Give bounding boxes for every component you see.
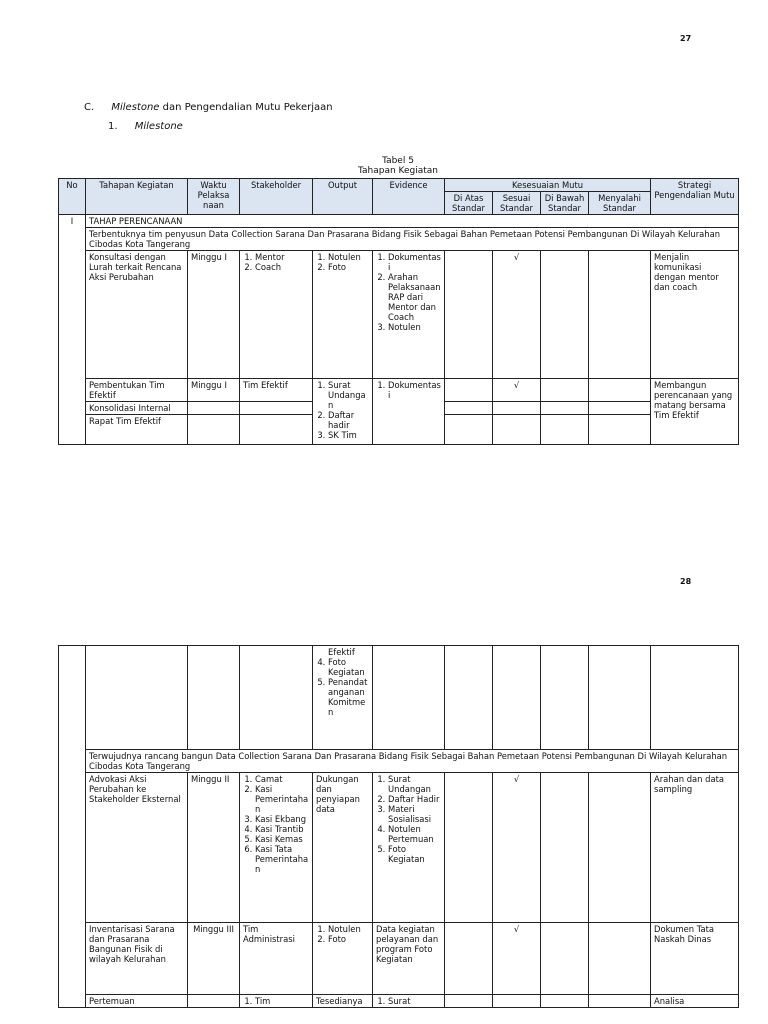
cell-evidence: Data kegiatan pelayanan dan program Foto Kegiatan — [373, 923, 445, 995]
cell-tahapan: Pertemuan — [86, 995, 188, 1008]
cell-tahapan: Konsultasi dengan Lurah terkait Rencana Aksi Perubahan — [86, 251, 188, 379]
table-number: Tabel 5 — [382, 156, 414, 166]
section-letter: C. — [84, 102, 95, 113]
cell-strategi: Membangun perencanaan yang matang bersama Tim Efektif — [651, 379, 739, 445]
cell-sesuai-check: √ — [493, 773, 541, 923]
cell-di-atas — [445, 251, 493, 379]
header-sesuai: Sesuai Standar — [493, 192, 541, 215]
page-number: 28 — [680, 577, 692, 586]
table-title: Tahapan Kegiatan — [357, 166, 438, 176]
table-row — [59, 923, 739, 995]
milestone-table-continued — [58, 645, 739, 1008]
cell-stakeholder: Tim Efektif — [240, 379, 313, 402]
cell-di-bawah — [541, 251, 589, 379]
section-heading — [84, 102, 333, 113]
cell-stakeholder: 1. Camat 2. Kasi Pemerintahan 3. Kasi Ekbang 4. Kasi Trantib 5. Kasi Kemas 6. Kasi Tata Pemerintahan — [240, 773, 313, 923]
header-waktu: Waktu Pelaksa naan — [188, 179, 240, 215]
subsection-heading — [108, 121, 183, 132]
milestone-table — [58, 178, 739, 445]
header-kesesuaian: Kesesuaian Mutu — [445, 179, 651, 192]
header-no: No — [59, 179, 86, 215]
cell-tahapan: Inventarisasi Sarana dan Prasarana Bangunan Fisik di wilayah Kelurahan — [86, 923, 188, 995]
cell-no — [59, 646, 86, 1008]
goal-text: Terwujudnya rancang bangun Data Collection Sarana Dan Prasarana Bidang Fisik Sebagai Bahan Pemetaan Potensi Pembangunan Di Wilayah Kelurahan Cibodas Kota Tangerang — [86, 750, 739, 773]
cell-waktu: Minggu I — [188, 251, 240, 379]
table-row — [59, 251, 739, 379]
cell-output: Tesedianya — [313, 995, 373, 1008]
header-tahapan: Tahapan Kegiatan — [86, 179, 188, 215]
section-title-italic: Milestone — [111, 102, 160, 113]
cell-sesuai-check: √ — [493, 923, 541, 995]
header-strategi: Strategi Pengendalian Mutu — [651, 179, 739, 215]
cell-menyalahi — [589, 379, 651, 402]
cell-di-atas — [445, 379, 493, 402]
goal-text: Terbentuknya tim penyusun Data Collection Sarana Dan Prasarana Bidang Fisik Sebagai Bahan Pemetaan Potensi Pembangunan Di Wilayah Kelurahan Cibodas Kota Tangerang — [86, 228, 739, 251]
cell-tahapan: Rapat Tim Efektif — [86, 415, 188, 445]
subsection-title: Milestone — [134, 121, 183, 132]
cell-tahapan: Konsolidasi Internal — [86, 402, 188, 415]
table-row — [59, 773, 739, 923]
header-di-atas: Di Atas Standar — [445, 192, 493, 215]
cell-output: 1. Notulen 2. Foto — [313, 923, 373, 995]
cell-waktu: Minggu II — [188, 773, 240, 923]
cell-stakeholder: Tim Administrasi — [240, 923, 313, 995]
header-di-bawah: Di Bawah Standar — [541, 192, 589, 215]
goal-row — [59, 750, 739, 773]
cell-output: 1. Notulen 2. Foto — [313, 251, 373, 379]
cell-evidence: 1. Dokumentasi 2. Arahan Pelaksanaan RAP dari Mentor dan Coach 3. Notulen — [373, 251, 445, 379]
cell-output: 1. Surat Undangan 2. Daftar hadir 3. SK Tim — [313, 379, 373, 445]
phase-number: I — [59, 215, 86, 445]
subsection-number: 1. — [108, 121, 118, 132]
cell-stakeholder: 1. Mentor 2. Coach — [240, 251, 313, 379]
cell-waktu: Minggu III — [188, 923, 240, 995]
cell-menyalahi — [589, 251, 651, 379]
phase-row — [59, 215, 739, 228]
goal-row — [59, 228, 739, 251]
table-caption — [58, 156, 738, 176]
cell-output: Dukungan dan penyiapan data — [313, 773, 373, 923]
cell-strategi: Dokumen Tata Naskah Dinas — [651, 923, 739, 995]
header-output: Output — [313, 179, 373, 215]
header-evidence: Evidence — [373, 179, 445, 215]
cell-strategi: Menjalin komunikasi dengan mentor dan coach — [651, 251, 739, 379]
cell-evidence: 1. Surat — [373, 995, 445, 1008]
cell-di-bawah — [541, 379, 589, 402]
cell-sesuai-check: √ — [493, 379, 541, 402]
section-title: dan Pengendalian Mutu Pekerjaan — [159, 102, 333, 113]
cell-tahapan: Advokasi Aksi Perubahan ke Stakeholder Eksternal — [86, 773, 188, 923]
cell-strategi: Analisa — [651, 995, 739, 1008]
cell-output: Efektif 4. Foto Kegiatan 5. Penandatanganan Komitmen — [313, 646, 373, 750]
header-menyalahi: Menyalahi Standar — [589, 192, 651, 215]
page-number: 27 — [680, 34, 692, 43]
cell-evidence: 1. Surat Undangan 2. Daftar Hadir 3. Materi Sosialisasi 4. Notulen Pertemuan 5. Foto Kegiatan — [373, 773, 445, 923]
phase-title: TAHAP PERENCANAAN — [86, 215, 739, 228]
cell-waktu: Minggu I — [188, 379, 240, 402]
table-row — [59, 379, 739, 402]
cell-stakeholder: 1. Tim — [240, 995, 313, 1008]
cell-tahapan: Pembentukan Tim Efektif — [86, 379, 188, 402]
cell-evidence: 1. Dokumentasi — [373, 379, 445, 445]
header-stakeholder: Stakeholder — [240, 179, 313, 215]
table-row — [59, 995, 739, 1008]
table-row — [59, 646, 739, 750]
cell-strategi: Arahan dan data sampling — [651, 773, 739, 923]
cell-sesuai-check: √ — [493, 251, 541, 379]
